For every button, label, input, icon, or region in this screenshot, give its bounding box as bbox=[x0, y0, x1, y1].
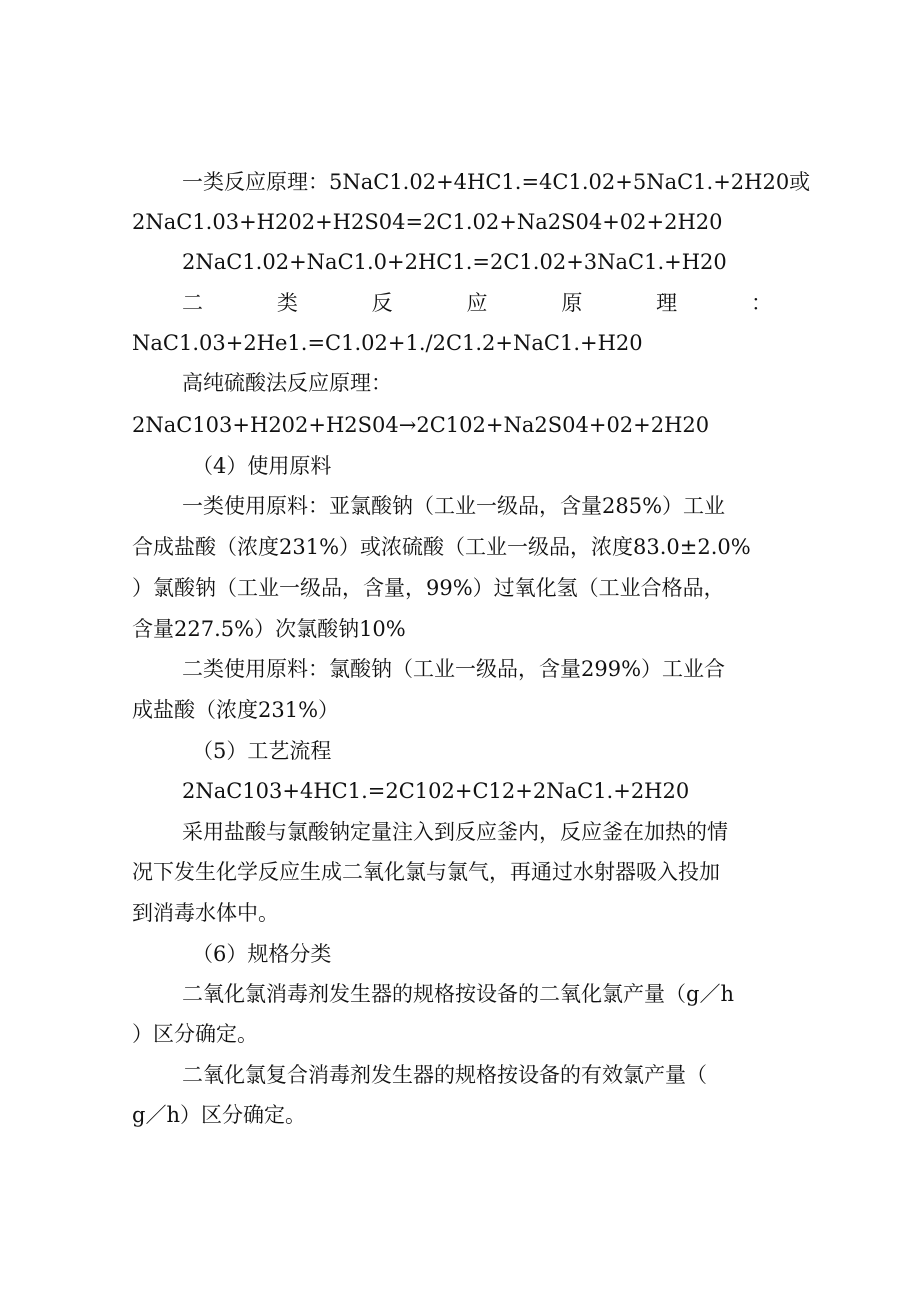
paragraph-line: 二类使用原料：氯酸钠（工业一级品，含量299%）工业合 bbox=[182, 657, 726, 681]
paragraph-line: ）区分确定。 bbox=[132, 1022, 258, 1046]
paragraph-line: 一类反应原理：5NaC1.02+4HC1.=4C1.02+5NaC1.+2H20或 bbox=[182, 170, 811, 194]
paragraph-line: 二氧化氯消毒剂发生器的规格按设备的二氧化氯产量（g／h bbox=[182, 982, 734, 1006]
paragraph-line: 二氧化氯复合消毒剂发生器的规格按设备的有效氯产量（ bbox=[182, 1063, 707, 1087]
spread-char: 二 bbox=[182, 291, 203, 315]
paragraph-line: 采用盐酸与氯酸钠定量注入到反应釜内，反应釜在加热的情 bbox=[182, 820, 728, 844]
paragraph-line: 含量227.5%）次氯酸钠10% bbox=[132, 617, 406, 641]
section-heading: （5）工艺流程 bbox=[192, 739, 332, 763]
paragraph-line: 况下发生化学反应生成二氧化氯与氯气，再通过水射器吸入投加 bbox=[132, 860, 720, 884]
paragraph-line: 2NaC1.02+NaC1.0+2HC1.=2C1.02+3NaC1.+H20 bbox=[182, 250, 727, 274]
paragraph-line: 2NaC103+H202+H2S04→2C102+Na2S04+02+2H20 bbox=[132, 413, 710, 437]
paragraph-line: NaC1.03+2He1.=C1.02+1./2C1.2+NaC1.+H20 bbox=[132, 331, 643, 355]
justified-heading-line bbox=[182, 288, 772, 318]
paragraph-line: 成盐酸（浓度231%） bbox=[132, 698, 340, 722]
paragraph-line: 高纯硫酸法反应原理： bbox=[182, 371, 392, 395]
paragraph-line: 2NaC1.03+H202+H2S04=2C1.02+Na2S04+02+2H20 bbox=[132, 210, 723, 234]
spread-char: 原 bbox=[561, 291, 583, 315]
spread-char: 类 bbox=[276, 291, 298, 315]
paragraph-line: 合成盐酸（浓度231%）或浓硫酸（工业一级品，浓度83.0±2.0% bbox=[132, 535, 751, 559]
paragraph-line: 到消毒水体中。 bbox=[132, 901, 279, 925]
spread-char: 反 bbox=[371, 291, 393, 315]
section-heading: （6）规格分类 bbox=[192, 942, 332, 966]
spread-char: 理 bbox=[656, 291, 678, 315]
section-heading: （4）使用原料 bbox=[192, 454, 332, 478]
paragraph-line: 2NaC103+4HC1.=2C102+C12+2NaC1.+2H20 bbox=[182, 779, 690, 803]
paragraph-line: g／h）区分确定。 bbox=[132, 1103, 306, 1127]
spread-char: ： bbox=[750, 291, 772, 315]
paragraph-line: ）氯酸钠（工业一级品，含量，99%）过氧化氢（工业合格品， bbox=[132, 576, 725, 600]
paragraph-line: 一类使用原料：亚氯酸钠（工业一级品，含量285%）工业 bbox=[182, 494, 726, 518]
spread-char: 应 bbox=[466, 291, 488, 315]
